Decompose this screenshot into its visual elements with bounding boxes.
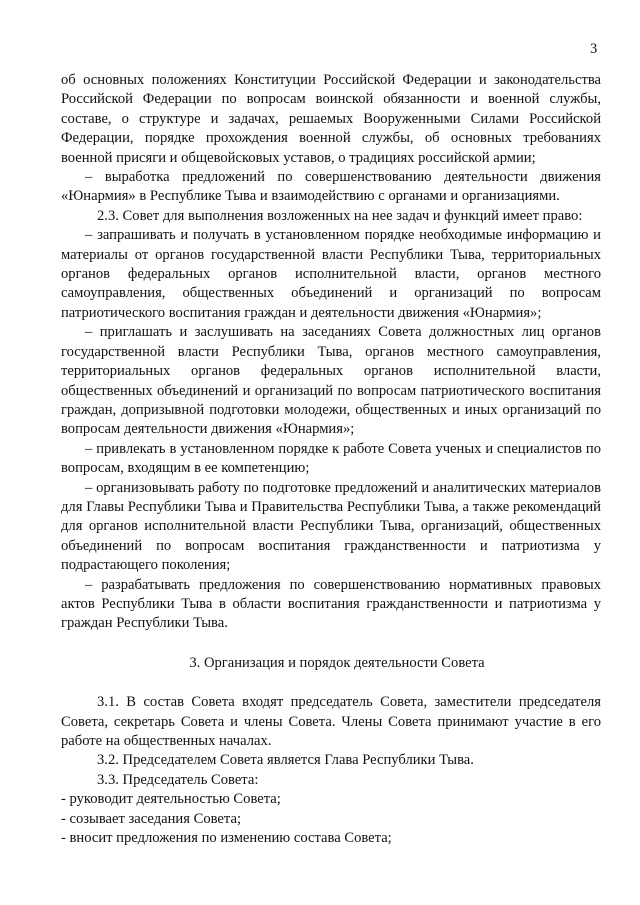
paragraph-involve-scientists: – привлекать в установленном порядке к работе Совета ученых и специалистов по вопросам, входящим в ее компетенцию; bbox=[61, 440, 601, 477]
paragraph-military-knowledge: об основных положениях Конституции Российской Федерации и законодательства Российской Федерации по вопросам воинской обязанности и военной службы, составе, о структуре и задачах, решаемых Вооруженными Силами Российской Федерации, порядке прохождения военной службы, об основных требованиях военной присяги и общевойсковых уставов, о традициях российской армии; bbox=[61, 72, 601, 166]
list-item: - руководит деятельностью Совета; bbox=[61, 791, 281, 808]
list-item: - вносит предложения по изменению состава Совета; bbox=[61, 830, 392, 847]
document-body bbox=[61, 71, 601, 848]
paragraph-organize-proposals: – организовывать работу по подготовке предложений и аналитических материалов для Главы Республики Тыва и Правительства Республики Тыва, а также рекомендаций для органов исполнительной власти Республики Тыва, организаций, общественных объединений по вопросам воспитания гражданственности и патриотизма у подрастающего поколения; bbox=[61, 479, 601, 574]
section-heading: 3. Организация и порядок деятельности Совета bbox=[189, 654, 485, 671]
paragraph-invite-officials: – приглашать и заслушивать на заседаниях Совета должностных лиц органов государственной власти Республики Тыва, органов местного самоуправления, территориальных органов федеральных органов исполнительной власти, общественных объединений и организаций по вопросам патриотического воспитания граждан, допризывной подготовки молодежи, общественных и иных организаций по вопросам деятельности движения «Юнармия»; bbox=[61, 324, 601, 438]
paragraph-council-composition: 3.1. В состав Совета входят председатель Совета, заместители председателя Совета, секретарь Совета и члены Совета. Члены Совета принимают участие в его работе на общественных началах. bbox=[61, 694, 601, 749]
paragraph-council-rights: 2.3. Совет для выполнения возложенных на нее задач и функций имеет право: bbox=[97, 207, 583, 224]
paragraph-chair-duties: 3.3. Председатель Совета: bbox=[97, 771, 259, 788]
paragraph-council-chair: 3.2. Председателем Совета является Глава Республики Тыва. bbox=[97, 752, 474, 769]
paragraph-request-information: – запрашивать и получать в установленном порядке необходимые информацию и материалы от органов государственной власти Республики Тыва, территориальных органов федеральных органов исполнительной власти, органов местного самоуправления, общественных объединений и организаций по вопросам патриотического воспитания граждан и деятельности движения «Юнармия»; bbox=[61, 227, 601, 321]
paragraph-proposals-yunarmiya: – выработка предложений по совершенствованию деятельности движения «Юнармия» в Республике Тыва и взаимодействию с органами и организациями. bbox=[61, 169, 601, 205]
paragraph-develop-legal-acts: – разрабатывать предложения по совершенствованию нормативных правовых актов Республики Тыва в области воспитания гражданственности и патриотизма у граждан Республики Тыва. bbox=[61, 576, 601, 632]
page-number: 3 bbox=[590, 41, 598, 57]
list-item: - созывает заседания Совета; bbox=[61, 810, 241, 827]
